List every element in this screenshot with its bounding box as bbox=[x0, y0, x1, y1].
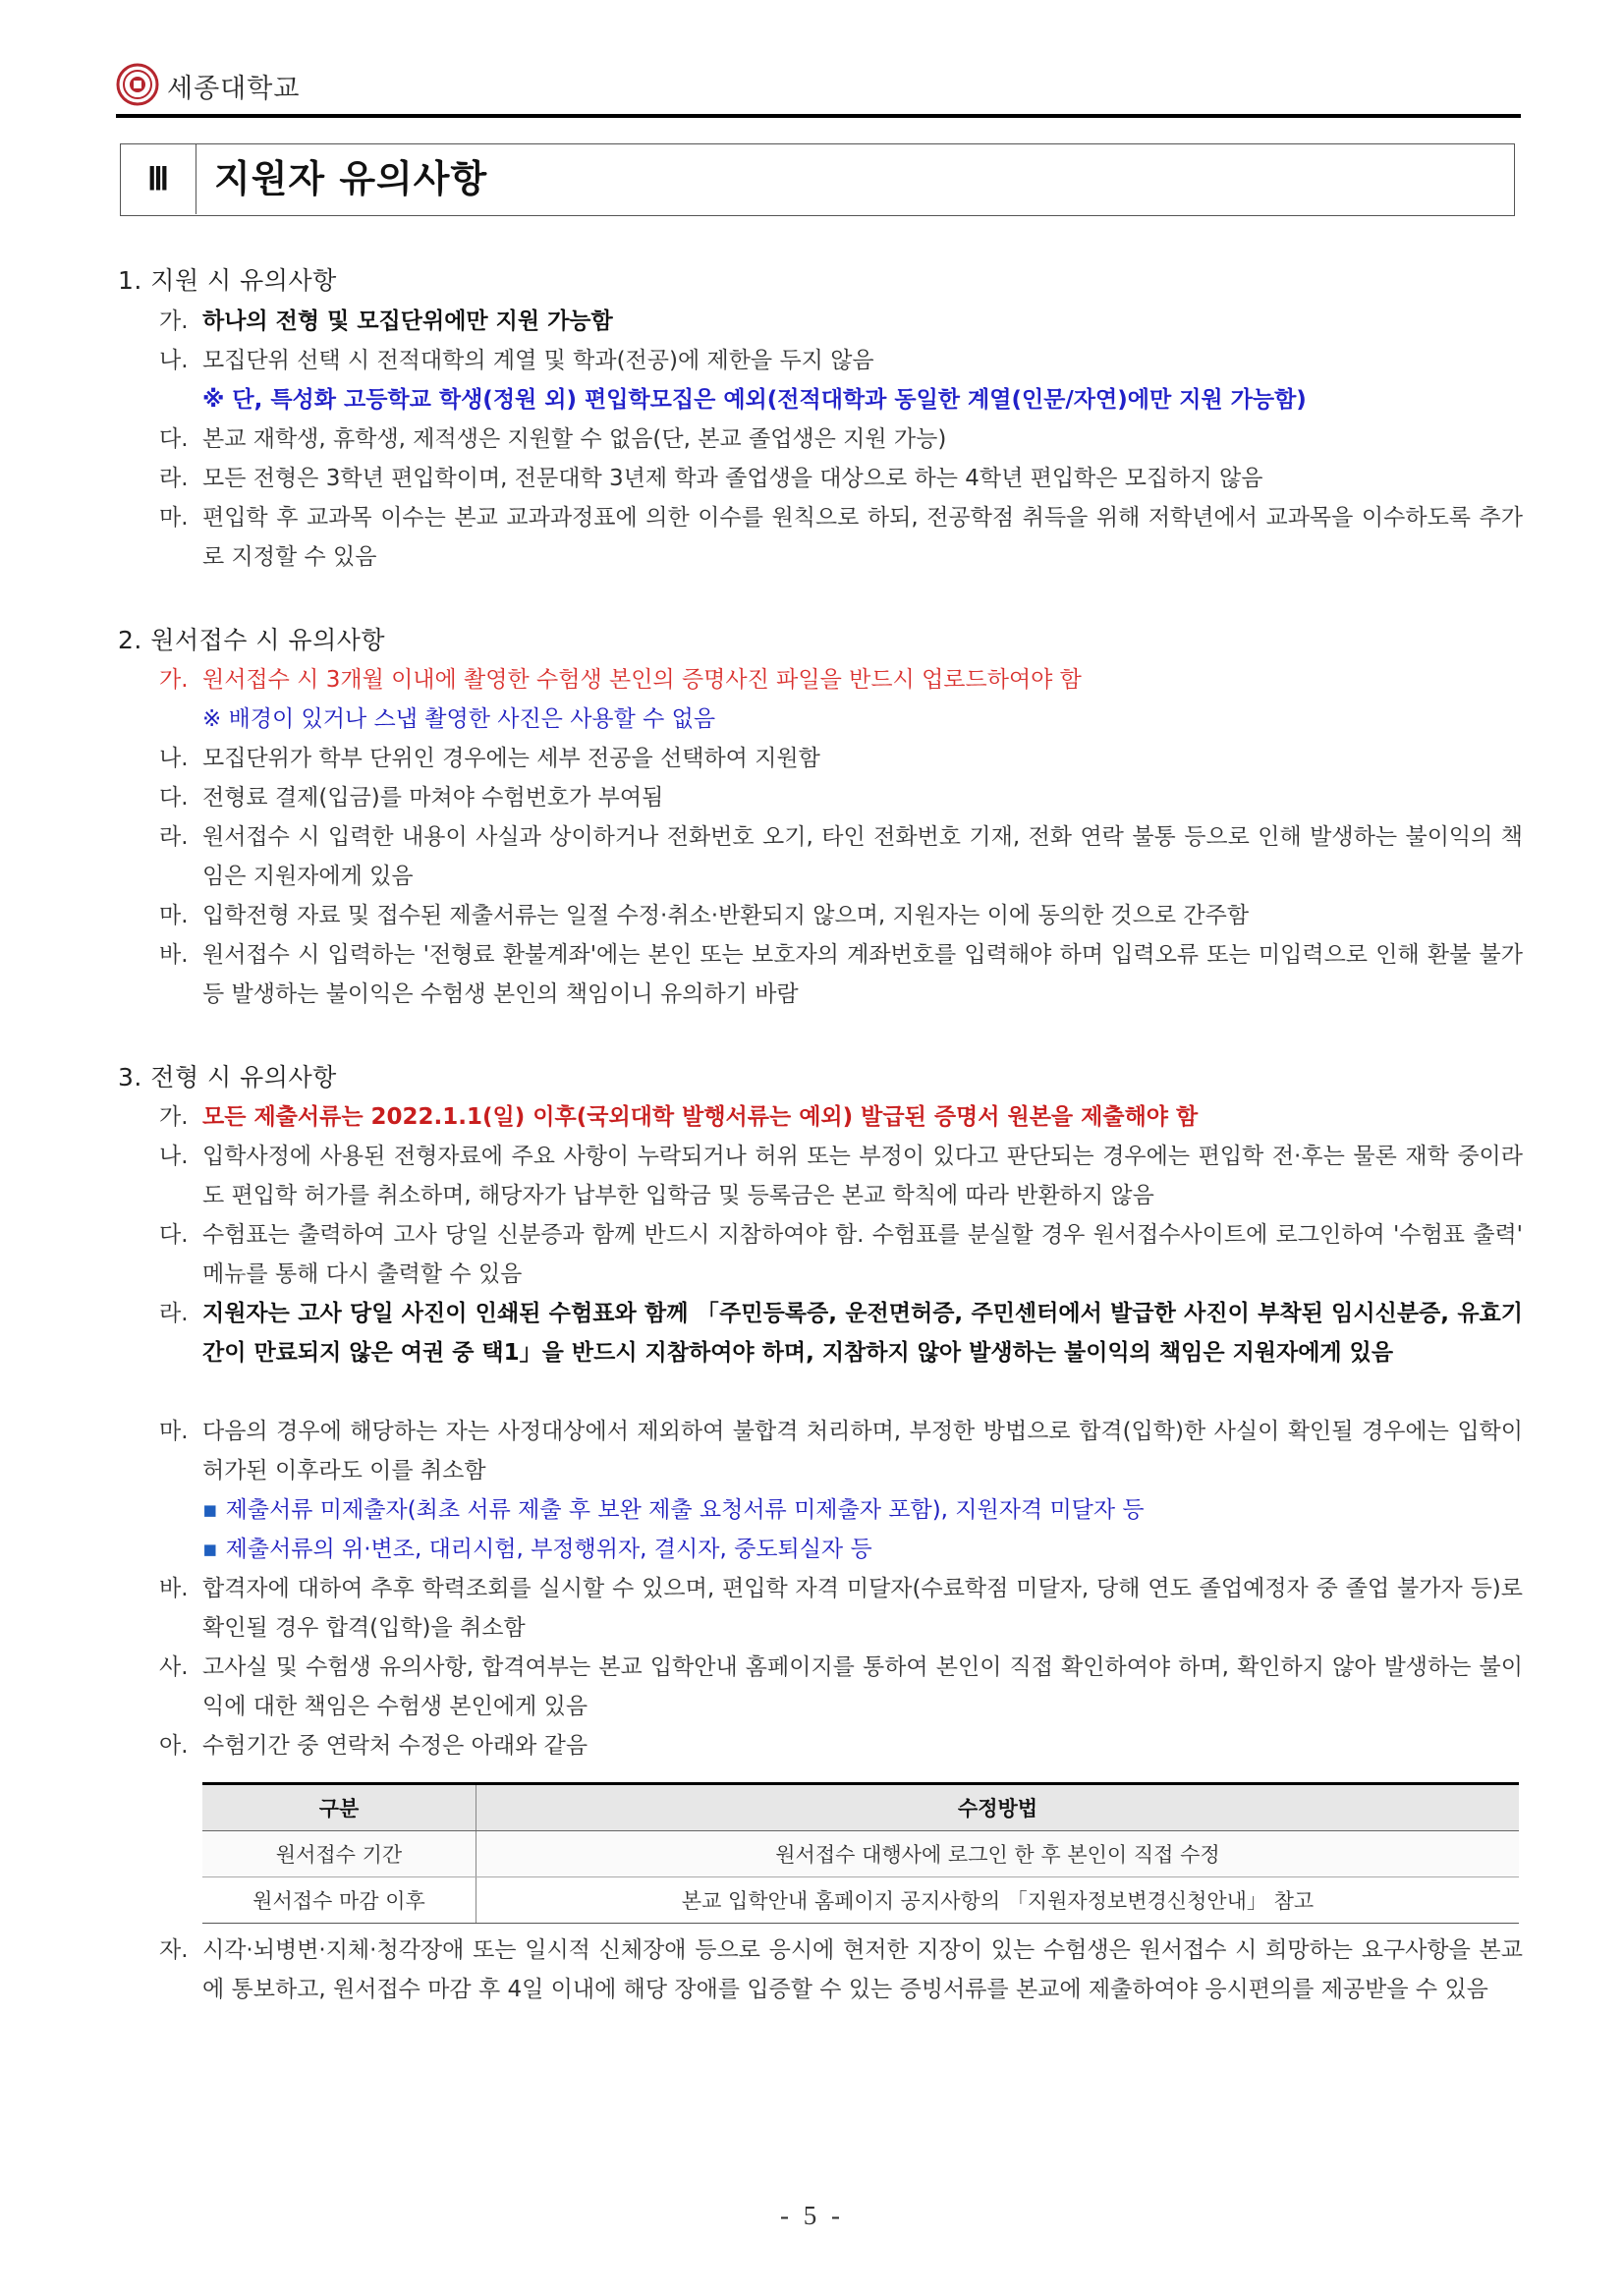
item-marker: 다. bbox=[159, 785, 189, 811]
list-item bbox=[159, 1097, 1523, 1137]
item-text: 고사실 및 수험생 유의사항, 합격여부는 본교 입학안내 홈페이지를 통하여 본인이 직접 확인하여야 하며, 확인하지 않아 발생하는 불이익에 대한 책임은 수험생 본인에게 있음 bbox=[202, 1654, 1523, 1719]
list-item bbox=[159, 1137, 1523, 1215]
item-text: 모집단위가 학부 단위인 경우에는 세부 전공을 선택하여 지원함 bbox=[202, 746, 820, 771]
list-item bbox=[159, 739, 1523, 778]
bullet-item bbox=[202, 1530, 872, 1569]
item-marker: 사. bbox=[159, 1654, 189, 1680]
item-marker: 라. bbox=[159, 824, 189, 850]
item-text: 전형료 결제(입금)를 마쳐야 수험번호가 부여됨 bbox=[202, 785, 664, 811]
section-heading-1: 1. 지원 시 유의사항 bbox=[118, 266, 337, 295]
table-header-cell: 구분 bbox=[202, 1784, 476, 1831]
table-row bbox=[202, 1831, 1519, 1877]
list-item bbox=[159, 660, 1523, 700]
bullet-text: 제출서류의 위·변조, 대리시험, 부정행위자, 결시자, 중도퇴실자 등 bbox=[225, 1537, 872, 1562]
item-marker: 가. bbox=[159, 667, 189, 693]
list-item bbox=[159, 1569, 1523, 1648]
list-item bbox=[159, 420, 1523, 459]
item-text: 다음의 경우에 해당하는 자는 사정대상에서 제외하여 불합격 처리하며, 부정한 방법으로 합격(입학)한 사실이 확인될 경우에는 입학이 허가된 이후라도 이를 취소함 bbox=[202, 1419, 1523, 1484]
item-marker: 라. bbox=[159, 466, 189, 491]
item-marker: 라. bbox=[159, 1301, 189, 1326]
list-item bbox=[159, 1412, 1523, 1490]
item-marker: 바. bbox=[159, 942, 189, 968]
item-marker: 나. bbox=[159, 1144, 189, 1169]
item-marker: 가. bbox=[159, 1104, 189, 1130]
contact-change-table bbox=[202, 1782, 1519, 1924]
item-text: 시각·뇌병변·지체·청각장애 또는 일시적 신체장애 등으로 응시에 현저한 지장이 있는 수험생은 원서접수 시 희망하는 요구사항을 본교에 통보하고, 원서접수 마감 후 4일 이내에 해당 장애를 입증할 수 있는 증빙서류를 본교에 제출하여야 응시편의를 제공받을 수 있음 bbox=[202, 1937, 1523, 2002]
list-item bbox=[159, 459, 1523, 498]
bullet-text: 제출서류 미제출자(최초 서류 제출 후 보완 제출 요청서류 미제출자 포함), 지원자격 미달자 등 bbox=[225, 1497, 1145, 1523]
page-number: - 5 - bbox=[780, 2201, 844, 2230]
square-bullet-icon: ▪ bbox=[202, 1497, 218, 1523]
item-text: 원서접수 시 입력한 내용이 사실과 상이하거나 전화번호 오기, 타인 전화번호 기재, 전화 연락 불통 등으로 인해 발생하는 불이익의 책임은 지원자에게 있음 bbox=[202, 824, 1523, 889]
list-item bbox=[159, 302, 1523, 341]
list-item bbox=[159, 778, 1523, 817]
chapter-number: Ⅲ bbox=[121, 144, 196, 214]
item-marker: 마. bbox=[159, 505, 189, 531]
item-text: 모든 전형은 3학년 편입학이며, 전문대학 3년제 학과 졸업생을 대상으로 하는 4학년 편입학은 모집하지 않음 bbox=[202, 466, 1263, 491]
table-cell: 원서접수 마감 이후 bbox=[202, 1877, 476, 1924]
list-item bbox=[159, 817, 1523, 896]
item-marker: 자. bbox=[159, 1937, 189, 1963]
item-marker: 나. bbox=[159, 746, 189, 771]
list-item bbox=[159, 935, 1523, 1014]
bullet-item bbox=[202, 1490, 1145, 1530]
item-text: 모집단위 선택 시 전적대학의 계열 및 학과(전공)에 제한을 두지 않음 bbox=[202, 348, 874, 373]
item-marker: 다. bbox=[159, 1222, 189, 1248]
item-text: 합격자에 대하여 추후 학력조회를 실시할 수 있으며, 편입학 자격 미달자(수료학점 미달자, 당해 연도 졸업예정자 중 졸업 불가자 등)로 확인될 경우 합격(입학)을 취소함 bbox=[202, 1576, 1523, 1641]
chapter-title: 지원자 유의사항 bbox=[214, 157, 488, 200]
item-text: 지원자는 고사 당일 사진이 인쇄된 수험표와 함께 「주민등록증, 운전면허증, 주민센터에서 발급한 사진이 부착된 임시신분증, 유효기간이 만료되지 않은 여권 중 택1」을 반드시 지참하여야 하며, 지참하지 않아 발생하는 불이익의 책임은 지원자에게 있음 bbox=[202, 1301, 1523, 1366]
section-heading-3: 3. 전형 시 유의사항 bbox=[118, 1063, 337, 1092]
item-text: 하나의 전형 및 모집단위에만 지원 가능함 bbox=[202, 308, 613, 334]
list-item bbox=[159, 1726, 1523, 1765]
square-bullet-icon: ▪ bbox=[202, 1537, 218, 1562]
table-row bbox=[202, 1877, 1519, 1924]
item-text: 모든 제출서류는 2022.1.1(일) 이후(국외대학 발행서류는 예외) 발급된 증명서 원본을 제출해야 함 bbox=[202, 1104, 1199, 1130]
section-heading-2: 2. 원서접수 시 유의사항 bbox=[118, 626, 386, 654]
table-cell: 본교 입학안내 홈페이지 공지사항의 「지원자정보변경신청안내」 참고 bbox=[476, 1877, 1520, 1924]
table-header-row bbox=[202, 1784, 1519, 1831]
note-text: ※ 단, 특성화 고등학교 학생(정원 외) 편입학모집은 예외(전적대학과 동일한 계열(인문/자연)에만 지원 가능함) bbox=[202, 387, 1307, 413]
list-item bbox=[159, 1294, 1523, 1372]
item-text: 원서접수 시 3개월 이내에 촬영한 수험생 본인의 증명사진 파일을 반드시 업로드하여야 함 bbox=[202, 667, 1082, 693]
item-marker: 마. bbox=[159, 1419, 189, 1444]
table-header-cell: 수정방법 bbox=[476, 1784, 1520, 1831]
table-cell: 원서접수 대행사에 로그인 한 후 본인이 직접 수정 bbox=[476, 1831, 1520, 1877]
list-item bbox=[159, 1931, 1523, 2009]
university-name: 세종대학교 bbox=[167, 74, 301, 104]
item-text: 수험기간 중 연락처 수정은 아래와 같음 bbox=[202, 1733, 588, 1759]
item-marker: 마. bbox=[159, 903, 189, 928]
item-text: 원서접수 시 입력하는 '전형료 환불계좌'에는 본인 또는 보호자의 계좌번호를 입력해야 하며 입력오류 또는 미입력으로 인해 환불 불가 등 발생하는 불이익은 수험생 본인의 책임이니 유의하기 바람 bbox=[202, 942, 1523, 1007]
item-text: 입학사정에 사용된 전형자료에 주요 사항이 누락되거나 허위 또는 부정이 있다고 판단되는 경우에는 편입학 전·후는 물론 재학 중이라도 편입학 허가를 취소하며, 해당자가 납부한 입학금 및 등록금은 본교 학칙에 따라 반환하지 않음 bbox=[202, 1144, 1523, 1208]
item-text: 입학전형 자료 및 접수된 제출서류는 일절 수정·취소·반환되지 않으며, 지원자는 이에 동의한 것으로 간주함 bbox=[202, 903, 1250, 928]
list-item bbox=[159, 498, 1523, 577]
item-text: 편입학 후 교과목 이수는 본교 교과과정표에 의한 이수를 원칙으로 하되, 전공학점 취득을 위해 저학년에서 교과목을 이수하도록 추가로 지정할 수 있음 bbox=[202, 505, 1523, 570]
table-cell: 원서접수 기간 bbox=[202, 1831, 476, 1877]
list-item bbox=[159, 1215, 1523, 1294]
item-text: 본교 재학생, 휴학생, 제적생은 지원할 수 없음(단, 본교 졸업생은 지원 가능) bbox=[202, 426, 947, 452]
list-item bbox=[159, 341, 1523, 380]
item-marker: 다. bbox=[159, 426, 189, 452]
list-item bbox=[159, 1648, 1523, 1726]
item-marker: 가. bbox=[159, 308, 189, 334]
list-item bbox=[159, 896, 1523, 935]
item-text: 수험표는 출력하여 고사 당일 신분증과 함께 반드시 지참하여야 함. 수험표를 분실할 경우 원서접수사이트에 로그인하여 '수험표 출력' 메뉴를 통해 다시 출력할 수 있음 bbox=[202, 1222, 1523, 1287]
item-marker: 아. bbox=[159, 1733, 189, 1759]
item-marker: 바. bbox=[159, 1576, 189, 1601]
item-marker: 나. bbox=[159, 348, 189, 373]
note-text: ※ 배경이 있거나 스냅 촬영한 사진은 사용할 수 없음 bbox=[202, 706, 716, 732]
